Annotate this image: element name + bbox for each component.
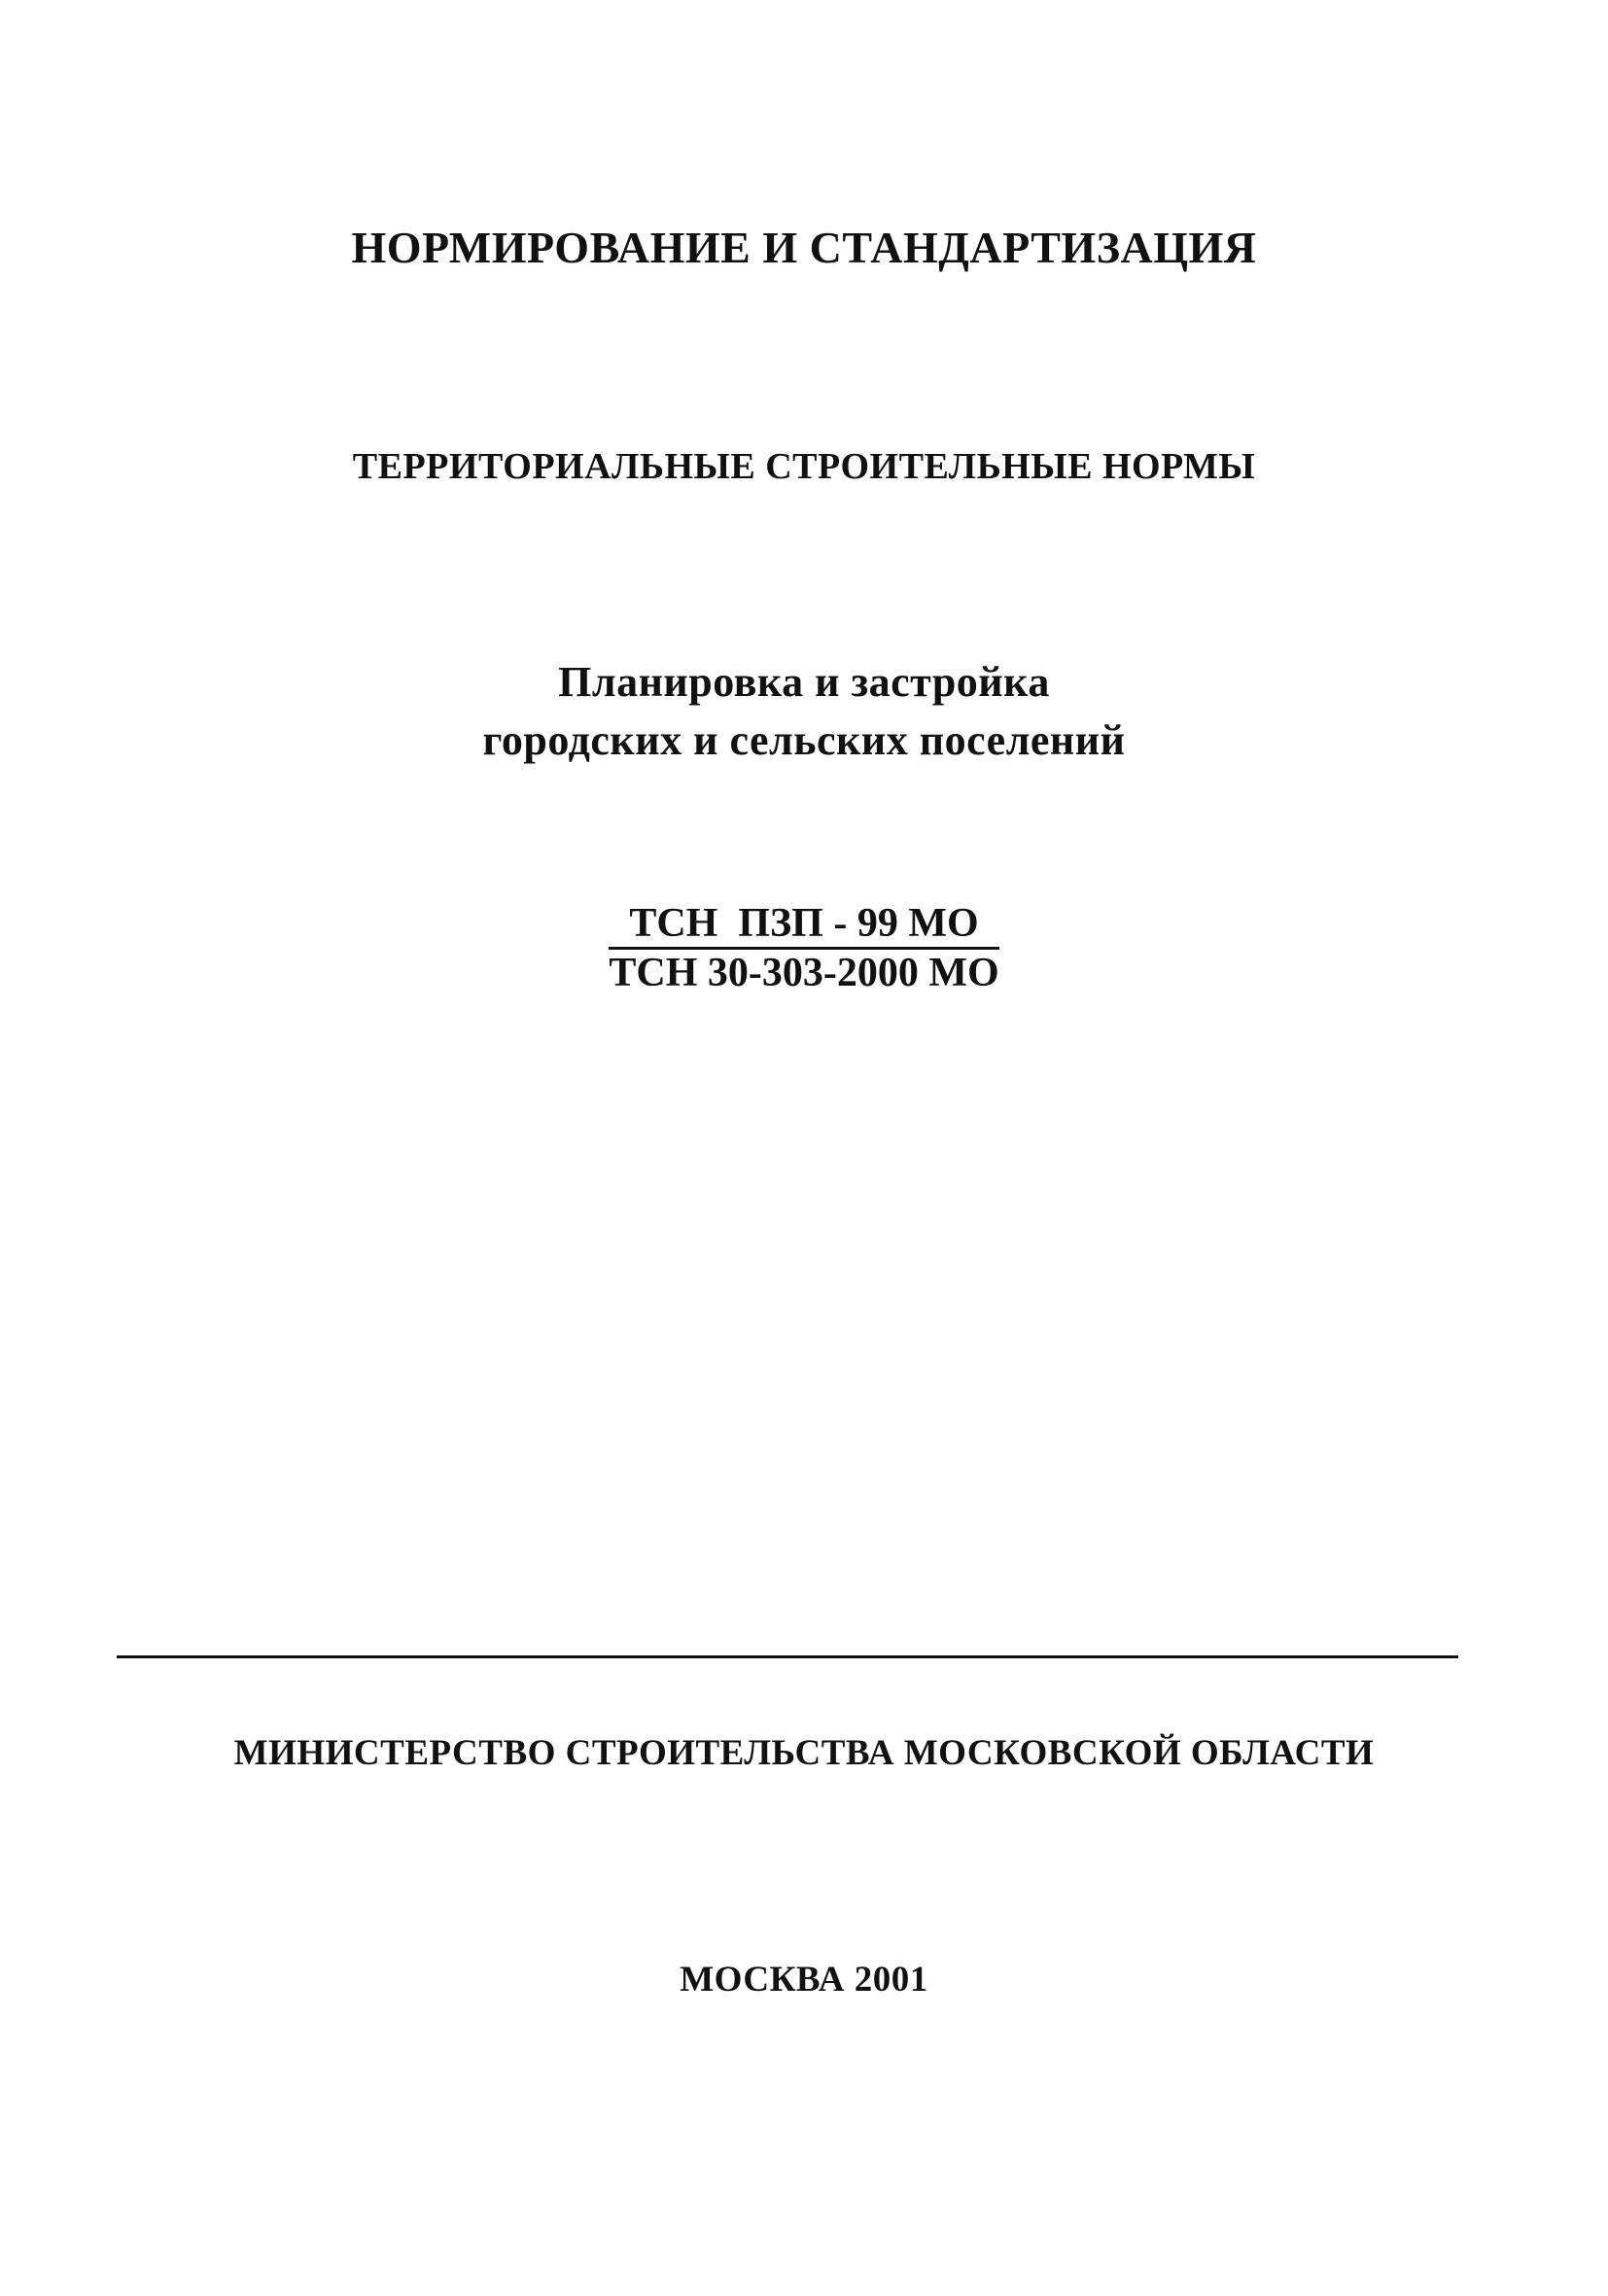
series-title: НОРМИРОВАНИЕ И СТАНДАРТИЗАЦИЯ: [351, 223, 1257, 272]
document-code-secondary: ТСН 30-303-2000 МО: [609, 951, 999, 995]
document-code-block: [0, 902, 1608, 994]
document-title-line-2: городских и сельских поселений: [482, 716, 1126, 764]
document-code-primary: ТСН ПЗП - 99 МО: [629, 901, 979, 946]
category-title: ТЕРРИТОРИАЛЬНЫЕ СТРОИТЕЛЬНЫЕ НОРМЫ: [352, 446, 1256, 487]
publisher: МИНИСТЕРСТВО СТРОИТЕЛЬСТВА МОСКОВСКОЙ ОБЛАСТИ: [233, 1733, 1375, 1773]
place-and-year: МОСКВА 2001: [680, 1960, 928, 2000]
document-title-line-1: Планировка и застройка: [558, 658, 1050, 706]
horizontal-divider: [117, 1655, 1458, 1658]
document-code-divider: [609, 947, 998, 950]
document-code-fraction: [609, 902, 998, 994]
